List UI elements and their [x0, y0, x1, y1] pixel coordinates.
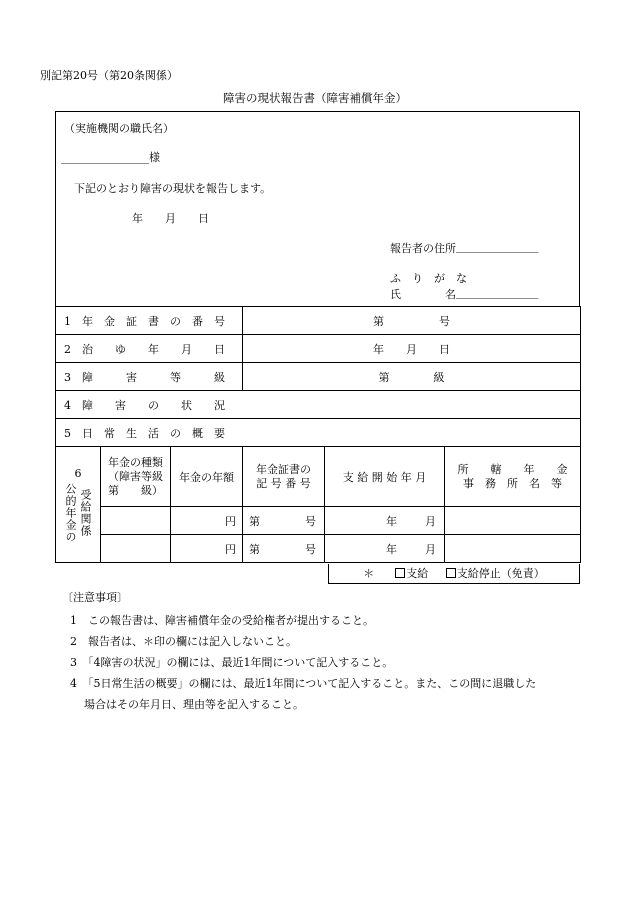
row-daily-life-summary[interactable]: 5 日 常 生 活 の 概 要 [56, 419, 581, 447]
pension-amount-cell[interactable] [171, 507, 243, 535]
addressee-line[interactable]: ________________様 [61, 151, 160, 164]
pension-office-cell[interactable] [445, 507, 581, 535]
certificate-number-cell[interactable] [243, 535, 325, 563]
star-mark: ＊ [363, 567, 375, 580]
month-unit: 月 [425, 514, 437, 528]
header-certificate-line2: 記 号 番 号 [256, 476, 311, 490]
header-office-line2: 事 務 所 名 等 [463, 476, 563, 490]
pension-row-2 [56, 535, 581, 563]
pension-type-cell[interactable] [101, 507, 171, 535]
payment-status-box [328, 564, 580, 584]
report-table [55, 306, 581, 563]
yen-unit: 円 [225, 542, 237, 556]
year-unit: 年 [386, 542, 398, 556]
public-pension-section-label [56, 447, 101, 563]
row-recovery-date-value[interactable]: 年 月 日 [243, 335, 581, 363]
header-pension-type-line1: 年金の種類 [108, 455, 163, 469]
row-pension-certificate-value[interactable]: 第 号 [243, 307, 581, 335]
row-disability-grade-value[interactable]: 第 級 [243, 363, 581, 391]
header-certificate-line1: 年金証書の [256, 462, 312, 476]
note-4-line1: 4 「5日常生活の概要」の欄には、最近1年間について記入すること。また、この間に退職した [70, 677, 537, 690]
payment-start-cell[interactable] [325, 535, 445, 563]
notes-heading: 〔注意事項〕 [62, 591, 128, 604]
month-unit: 月 [425, 542, 437, 556]
header-certificate-number [243, 447, 325, 507]
dai-prefix: 第 [249, 542, 261, 556]
section-number: 6 [74, 466, 82, 480]
section-label-col1: 受給関係 [79, 488, 92, 537]
checkbox-stop[interactable] [446, 568, 456, 578]
header-pension-amount: 年金の年額 [171, 447, 243, 507]
go-suffix: 号 [305, 514, 317, 528]
certificate-number-cell[interactable] [243, 507, 325, 535]
pension-office-cell[interactable] [445, 535, 581, 563]
pension-type-cell[interactable] [101, 535, 171, 563]
row-recovery-date-label: 2 治 ゆ 年 月 日 [56, 335, 243, 363]
checkbox-pay[interactable] [395, 568, 405, 578]
document-title: 障害の現状報告書（障害補償年金） [223, 91, 407, 105]
row-disability-status[interactable]: 4 障 害 の 状 況 [56, 391, 581, 419]
section-label-col2: 公的年金の [64, 482, 77, 543]
payment-start-cell[interactable] [325, 507, 445, 535]
name-field[interactable]: _______________ [456, 286, 539, 299]
option-stop-label: 支給停止（免責） [456, 567, 545, 580]
yen-unit: 円 [225, 514, 237, 528]
report-header-box [55, 111, 580, 307]
note-1: 1 この報告書は、障害補償年金の受給権者が提出すること。 [70, 614, 374, 627]
address-label: 報告者の住所 [390, 242, 456, 255]
header-pension-type-line2: （障害等級 [108, 469, 163, 483]
pension-amount-cell[interactable] [171, 535, 243, 563]
org-name-label: （実施機関の職氏名） [64, 122, 174, 135]
option-pay-label: 支給 [406, 567, 429, 580]
intro-text: 下記のとおり障害の現状を報告します。 [74, 182, 272, 195]
name-label: 氏 名 [390, 288, 456, 301]
header-pension-type [101, 447, 171, 507]
note-2: 2 報告者は、＊印の欄には記入しないこと。 [70, 635, 297, 648]
header-pension-type-line3: 第 級） [108, 483, 163, 497]
pension-row-1 [56, 507, 581, 535]
header-payment-start: 支 給 開 始 年 月 [325, 447, 445, 507]
note-3: 3 「4障害の状況」の欄には、最近1年間について記入すること。 [70, 656, 394, 669]
furigana-label: ふ り が な [390, 272, 467, 285]
report-date[interactable]: 年 月 日 [132, 212, 209, 225]
header-office-line1: 所 轄 年 金 [457, 462, 568, 476]
go-suffix: 号 [305, 542, 317, 556]
row-disability-grade-label: 3 障 害 等 級 [56, 363, 243, 391]
row-pension-certificate-label: 1 年 金 証 書 の 番 号 [56, 307, 243, 335]
header-pension-office [445, 447, 581, 507]
form-reference: 別記第20号（第20条関係） [40, 69, 178, 82]
year-unit: 年 [386, 514, 398, 528]
note-4-line2: 場合はその年月日、理由等を記入すること。 [84, 698, 304, 711]
dai-prefix: 第 [249, 514, 261, 528]
address-field[interactable]: _______________ [456, 240, 539, 253]
